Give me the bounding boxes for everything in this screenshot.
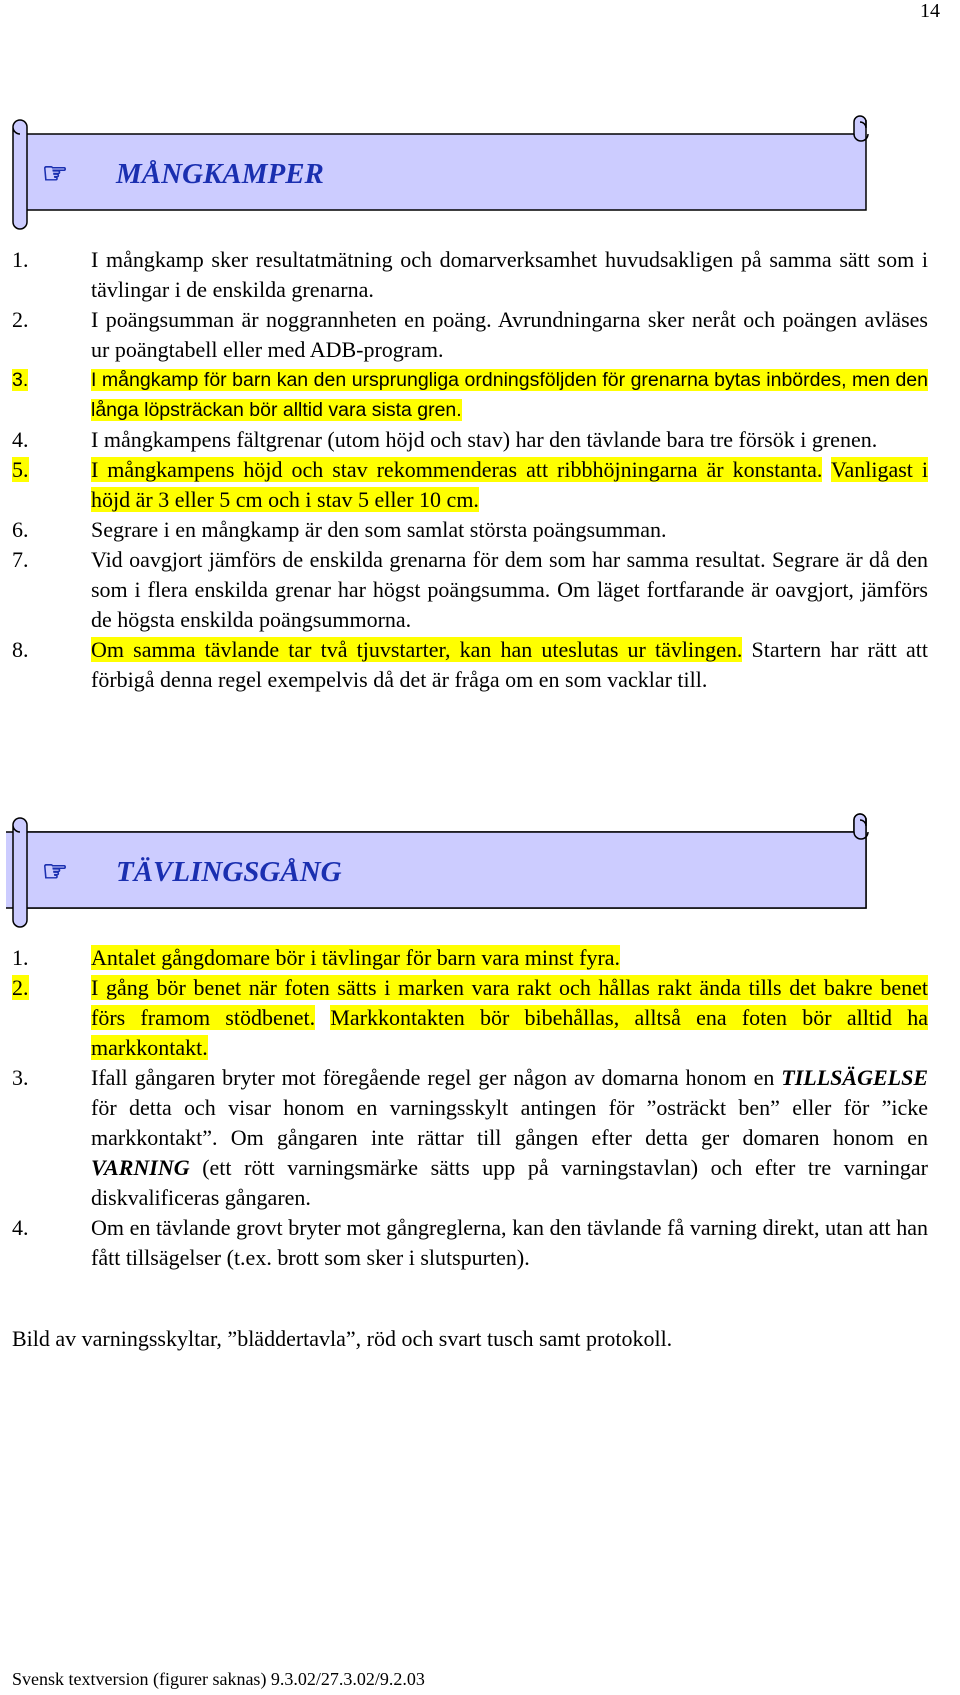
- item-number: 1.: [12, 247, 29, 272]
- pointing-hand-icon: ☞: [42, 856, 68, 888]
- list-item: [12, 365, 928, 425]
- text-run: Ifall gångaren bryter mot föregående regel ger någon av domarna honom en: [91, 1065, 782, 1090]
- rules-list-tavlingsgang: [12, 943, 928, 1273]
- item-text: I mångkampens fältgrenar (utom höjd och stav) har den tävlande bara tre försök i grenen.: [91, 427, 878, 452]
- list-item: [12, 455, 928, 515]
- item-number: 5.: [12, 457, 29, 482]
- list-item: [12, 545, 928, 635]
- text-run: (ett rött varningsmärke sätts upp på varningstavlan) och efter tre varningar diskvalificeras gångaren.: [91, 1155, 928, 1210]
- closing-note: Bild av varningsskyltar, ”bläddertavla”, röd och svart tusch samt protokoll.: [12, 1326, 673, 1351]
- item-text: Vanligast i höjd är 3 eller 5 cm och i stav 5 eller 10 cm.: [91, 457, 928, 512]
- footer-version: Svensk textversion (figurer saknas) 9.3.02/27.3.02/9.2.03: [12, 1669, 425, 1689]
- list-item: [12, 245, 928, 305]
- item-text: Vid oavgjort jämförs de enskilda grenarna för dem som har samma resultat. Segrare är då den som i flera enskilda grenar har högst poängsumma. Om läget fortfarande är oavgjort, jämförs de högsta enskilda poängsummorna.: [91, 547, 928, 632]
- rules-list-mangkamper: [12, 245, 928, 695]
- list-item: [12, 425, 928, 455]
- item-number: 4.: [12, 1215, 29, 1240]
- section-title-text: TÄVLINGSGÅNG: [116, 856, 342, 888]
- pointing-hand-icon: ☞: [42, 158, 68, 190]
- list-item: [12, 305, 928, 365]
- item-text: Antalet gångdomare bör i tävlingar för barn vara minst fyra.: [91, 945, 621, 970]
- list-item: [12, 943, 928, 973]
- item-number: 8.: [12, 637, 29, 662]
- item-number: 2.: [12, 975, 29, 1000]
- section-banner-tavlingsgang: [6, 810, 946, 928]
- item-number: 6.: [12, 517, 29, 542]
- item-text: [91, 1063, 928, 1213]
- list-item: [12, 973, 928, 1063]
- section-banner-mangkamper: [6, 112, 946, 230]
- item-text: Om samma tävlande tar två tjuvstarter, kan han uteslutas ur tävlingen.: [91, 637, 743, 662]
- item-text: Startern har rätt att förbigå denna regel exempelvis då det är fråga om en som vacklar till.: [91, 637, 929, 692]
- list-item: [12, 635, 928, 695]
- item-number: 2.: [12, 307, 29, 332]
- item-number: 4.: [12, 427, 29, 452]
- section-title: [42, 850, 342, 894]
- item-number: 3.: [12, 369, 29, 391]
- section-title-text: MÅNGKAMPER: [116, 158, 324, 190]
- item-text: Om en tävlande grovt bryter mot gångreglerna, kan den tävlande få varning direkt, utan att han fått tillsägelser (t.ex. brott som sker i slutspurten).: [91, 1215, 928, 1270]
- item-text: I gång bör benet när foten sätts i marken vara rakt och hållas rakt ända tills det bakre benet förs framom stödbenet.: [91, 975, 928, 1030]
- text-run: för detta och visar honom en varningsskylt antingen för ”osträckt ben” eller för ”icke markkontakt”. Om gångaren inte rättar till gången efter detta ger domaren honom en: [91, 1095, 928, 1150]
- item-text: I poängsumman är noggrannheten en poäng. Avrundningarna sker neråt och poängen avläses ur poängtabell eller med ADB-program.: [91, 307, 928, 362]
- list-item: [12, 1213, 928, 1273]
- page-number: 14: [920, 0, 940, 22]
- item-text: Segrare i en mångkamp är den som samlat största poängsumman.: [91, 517, 667, 542]
- emphasis-term: VARNING: [91, 1155, 190, 1180]
- item-text: I mångkamp sker resultatmätning och domarverksamhet huvudsakligen på samma sätt som i tävlingar i de enskilda grenarna.: [91, 247, 928, 302]
- list-item: [12, 1063, 928, 1213]
- section-title: [42, 152, 324, 196]
- item-number: 1.: [12, 945, 29, 970]
- emphasis-term: TILLSÄGELSE: [781, 1065, 928, 1090]
- list-item: [12, 515, 928, 545]
- item-text: I mångkampens höjd och stav rekommenderas att ribbhöjningarna är konstanta.: [91, 457, 823, 482]
- item-number: 7.: [12, 547, 29, 572]
- item-number: 3.: [12, 1065, 29, 1090]
- item-text: I mångkamp för barn kan den ursprungliga ordningsföljden för grenarna bytas inbördes, men den långa löpsträckan bör alltid vara sista gren.: [91, 369, 928, 421]
- item-text: Markkontakten bör bibehållas, alltså ena foten bör alltid ha markkontakt.: [91, 1005, 929, 1060]
